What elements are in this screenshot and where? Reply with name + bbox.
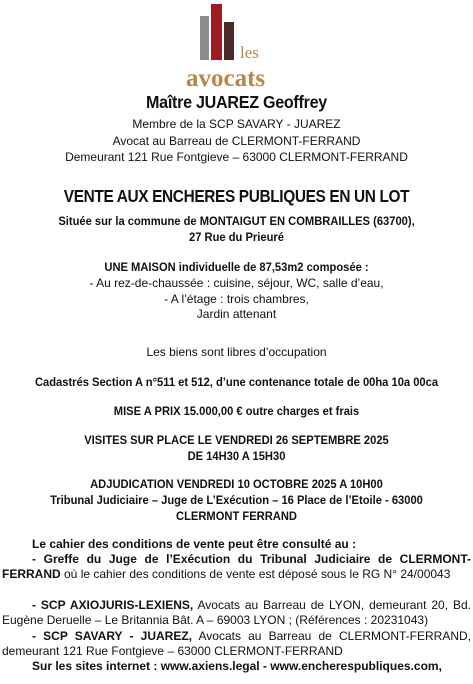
- price-text: MISE A PRIX 15.000,00 € outre charges et frais: [113, 404, 360, 418]
- logo-bar-gray: [200, 16, 209, 60]
- logo-word-top: les: [240, 43, 259, 62]
- cahier-axiojuris: [0, 598, 473, 628]
- savary-bold: - SCP SAVARY - JUAREZ,: [32, 629, 192, 643]
- cahier-greffe: [0, 552, 473, 582]
- sale-location-1: Située sur la commune de MONTAIGUT EN COMBRAILLES (63700),: [58, 214, 415, 228]
- adjudication-line-2: Tribunal Judiciaire – Juge de L’Exécution – 16 Place de l’Etoile - 63000: [50, 493, 423, 507]
- axio-rest: Avocats au Barreau de LYON, demeurant 20, Bd. Eugène Deruelle – Le Britannia Bât. A – 69003 LYON ; (Références : 20231043): [2, 598, 471, 627]
- header-line-2: Avocat au Barreau de CLERMONT-FERRAND: [112, 134, 361, 148]
- logo-bar-red: [211, 4, 222, 60]
- les-avocats-logo: [184, 4, 294, 90]
- logo-word-bottom: avocats: [186, 65, 266, 90]
- property-line-2: - A l’étage : trois chambres,: [164, 292, 309, 306]
- greffe-rest: où le cahier des conditions de vente est déposé sous le RG N° 24/00043: [60, 567, 451, 581]
- cahier-intro: Le cahier des conditions de vente peut être consulté au :: [32, 537, 357, 551]
- header-line-3: Demeurant 121 Rue Fontgieve – 63000 CLERMONT-FERRAND: [65, 150, 408, 164]
- axio-bold: - SCP AXIOJURIS-LEXIENS,: [32, 598, 194, 612]
- header-line-1: Membre de la SCP SAVARY - JUAREZ: [132, 117, 341, 131]
- savary-rest: Avocats au Barreau de CLERMONT-FERRAND, demeurant 121 Rue Fontgieve – 63000 CLERMONT-FERRAND: [2, 629, 471, 658]
- greffe-bold-1: - Greffe du Juge de l’Exécution du Tribunal Judiciaire de: [32, 552, 393, 566]
- cadastre-text: Cadastrés Section A n°511 et 512, d’une contenance totale de 00ha 10a 00ca: [34, 375, 439, 389]
- sale-title: VENTE AUX ENCHERES PUBLIQUES EN UN LOT: [63, 186, 410, 206]
- adjudication-line-3: CLERMONT FERRAND: [176, 509, 297, 523]
- cahier-savary: [0, 629, 473, 659]
- cahier-sites: Sur les sites internet : www.axiens.legal - www.encherespubliques.com,: [32, 659, 442, 673]
- greffe-bold-2: CLERMONT-FERRAND: [2, 552, 471, 581]
- logo-graphic: [184, 4, 294, 90]
- occupation-text: Les biens sont libres d’occupation: [146, 345, 327, 359]
- property-head: UNE MAISON individuelle de 87,53m2 composée :: [104, 260, 369, 274]
- adjudication-line-1: ADJUDICATION VENDREDI 10 OCTOBRE 2025 A 10H00: [90, 477, 383, 491]
- property-line-3: Jardin attenant: [196, 307, 277, 321]
- logo-bar-dark: [224, 22, 234, 60]
- property-line-1: - Au rez-de-chaussée : cuisine, séjour, WC, salle d’eau,: [89, 276, 384, 290]
- lawyer-name: Maître JUAREZ Geoffrey: [146, 92, 327, 112]
- visits-line-1: VISITES SUR PLACE LE VENDREDI 26 SEPTEMBRE 2025: [84, 433, 389, 447]
- sale-location-2: 27 Rue du Prieuré: [189, 230, 284, 244]
- visits-line-2: DE 14H30 A 15H30: [187, 449, 286, 463]
